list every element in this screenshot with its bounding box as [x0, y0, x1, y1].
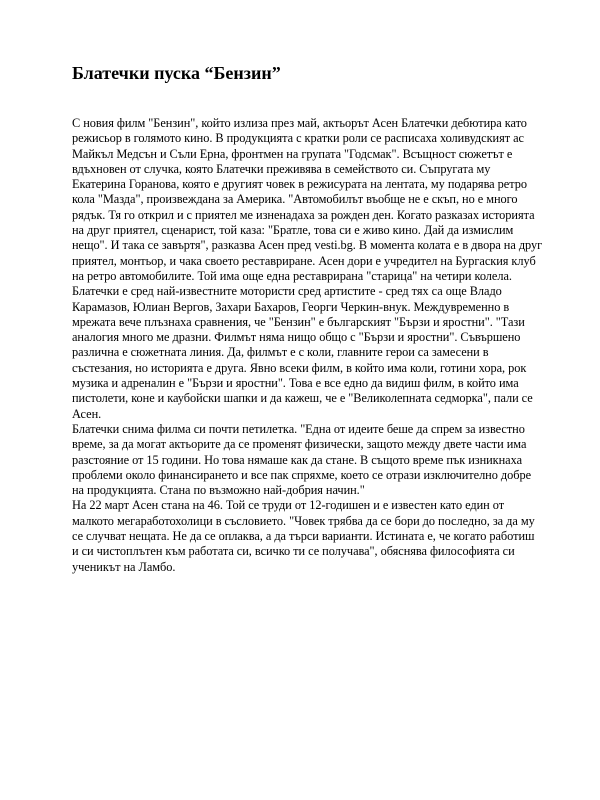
- article-paragraph-2: Блатечки снима филма си почти петилетка. "Една от идеите беше да спрем за известно време, за да могат актьорите да се променят физически, защото между двете части има разстояние от 15 години. Но това нямаше как да стане. В същото време пък изникнаха проблеми около финансирането и все пак спряхме, което се отрази изключително добре на продукцията. Стана по възможно най-добрия начин.": [72, 421, 532, 498]
- article-body: [72, 116, 544, 575]
- article-title: Блатечки пуска “Бензин”: [72, 63, 281, 83]
- document-page: [72, 62, 544, 575]
- article-paragraph-1: С новия филм "Бензин", който излиза през май, актьорът Асен Блатечки дебютира като режисьор в голямото кино. В продукцията с кратки роли се расписаха холивудският ас Майкъл Медсън и Съли Ерна, фронтмен на групата "Годсмак". Всъщност сюжетът е вдъхновен от случка, която Блатечки преживява в семейството си. Съпругата му Екатерина Горанова, която е другият човек в режисурата на лентата, му подарява ретро кола "Мазда", произвеждана за Америка. "Автомобилът въобще не е скъп, но е много рядък. Тя го открил и с приятел ме изненадахa за рожден ден. Когато разказах историята на друг приятел, сценарист, той каза: "Братле, това си е живо кино. Дай да измислим нещо". И така се завъртя", разказва Асен пред vesti.bg. В момента колата е в двора на друг приятел, монтьор, и чака своето реставриране. Асен дори е учредител на Бургаския клуб на ретро автомобилите. Той има още една реставрирана "старица" на четири колела. Блатечки е сред най-известните мотористи сред артистите - сред тях са още Владо Карамазов, Юлиан Вергов, Захари Бахаров, Георги Черкин-внук. Междувременно в мрежата вече плъзнаха сравнения, че "Бензин" е българският "Бързи и яростни". "Тази аналогия много ме дразни. Филмът няма нищо общо с "Бързи и яростни". Съвършено различна е сюжетната линия. Да, филмът е с коли, главните герои са замесени в състезания, но историята е друга. Явно всеки филм, в който има коли, готини хора, рок музика и адреналин е "Бързи и яростни". Това е все едно да видиш филм, в който има пистолети, коне и каубойски шапки и да кажеш, че е "Великолепната седморка", пали се Асен.: [72, 116, 543, 421]
- article-paragraph-3: На 22 март Асен стана на 46. Той се труди от 12-годишен и е известен като един от малкото мегаработохолици в съсловието. "Човек трябва да се бори до последно, за да му се случват нещата. Не да се оплаква, а да търси варианти. Истината е, че когато работиш и си чистоплътен към работата си, всичко ти се получава", обяснява философията си ученикът на Ламбо.: [72, 498, 535, 574]
